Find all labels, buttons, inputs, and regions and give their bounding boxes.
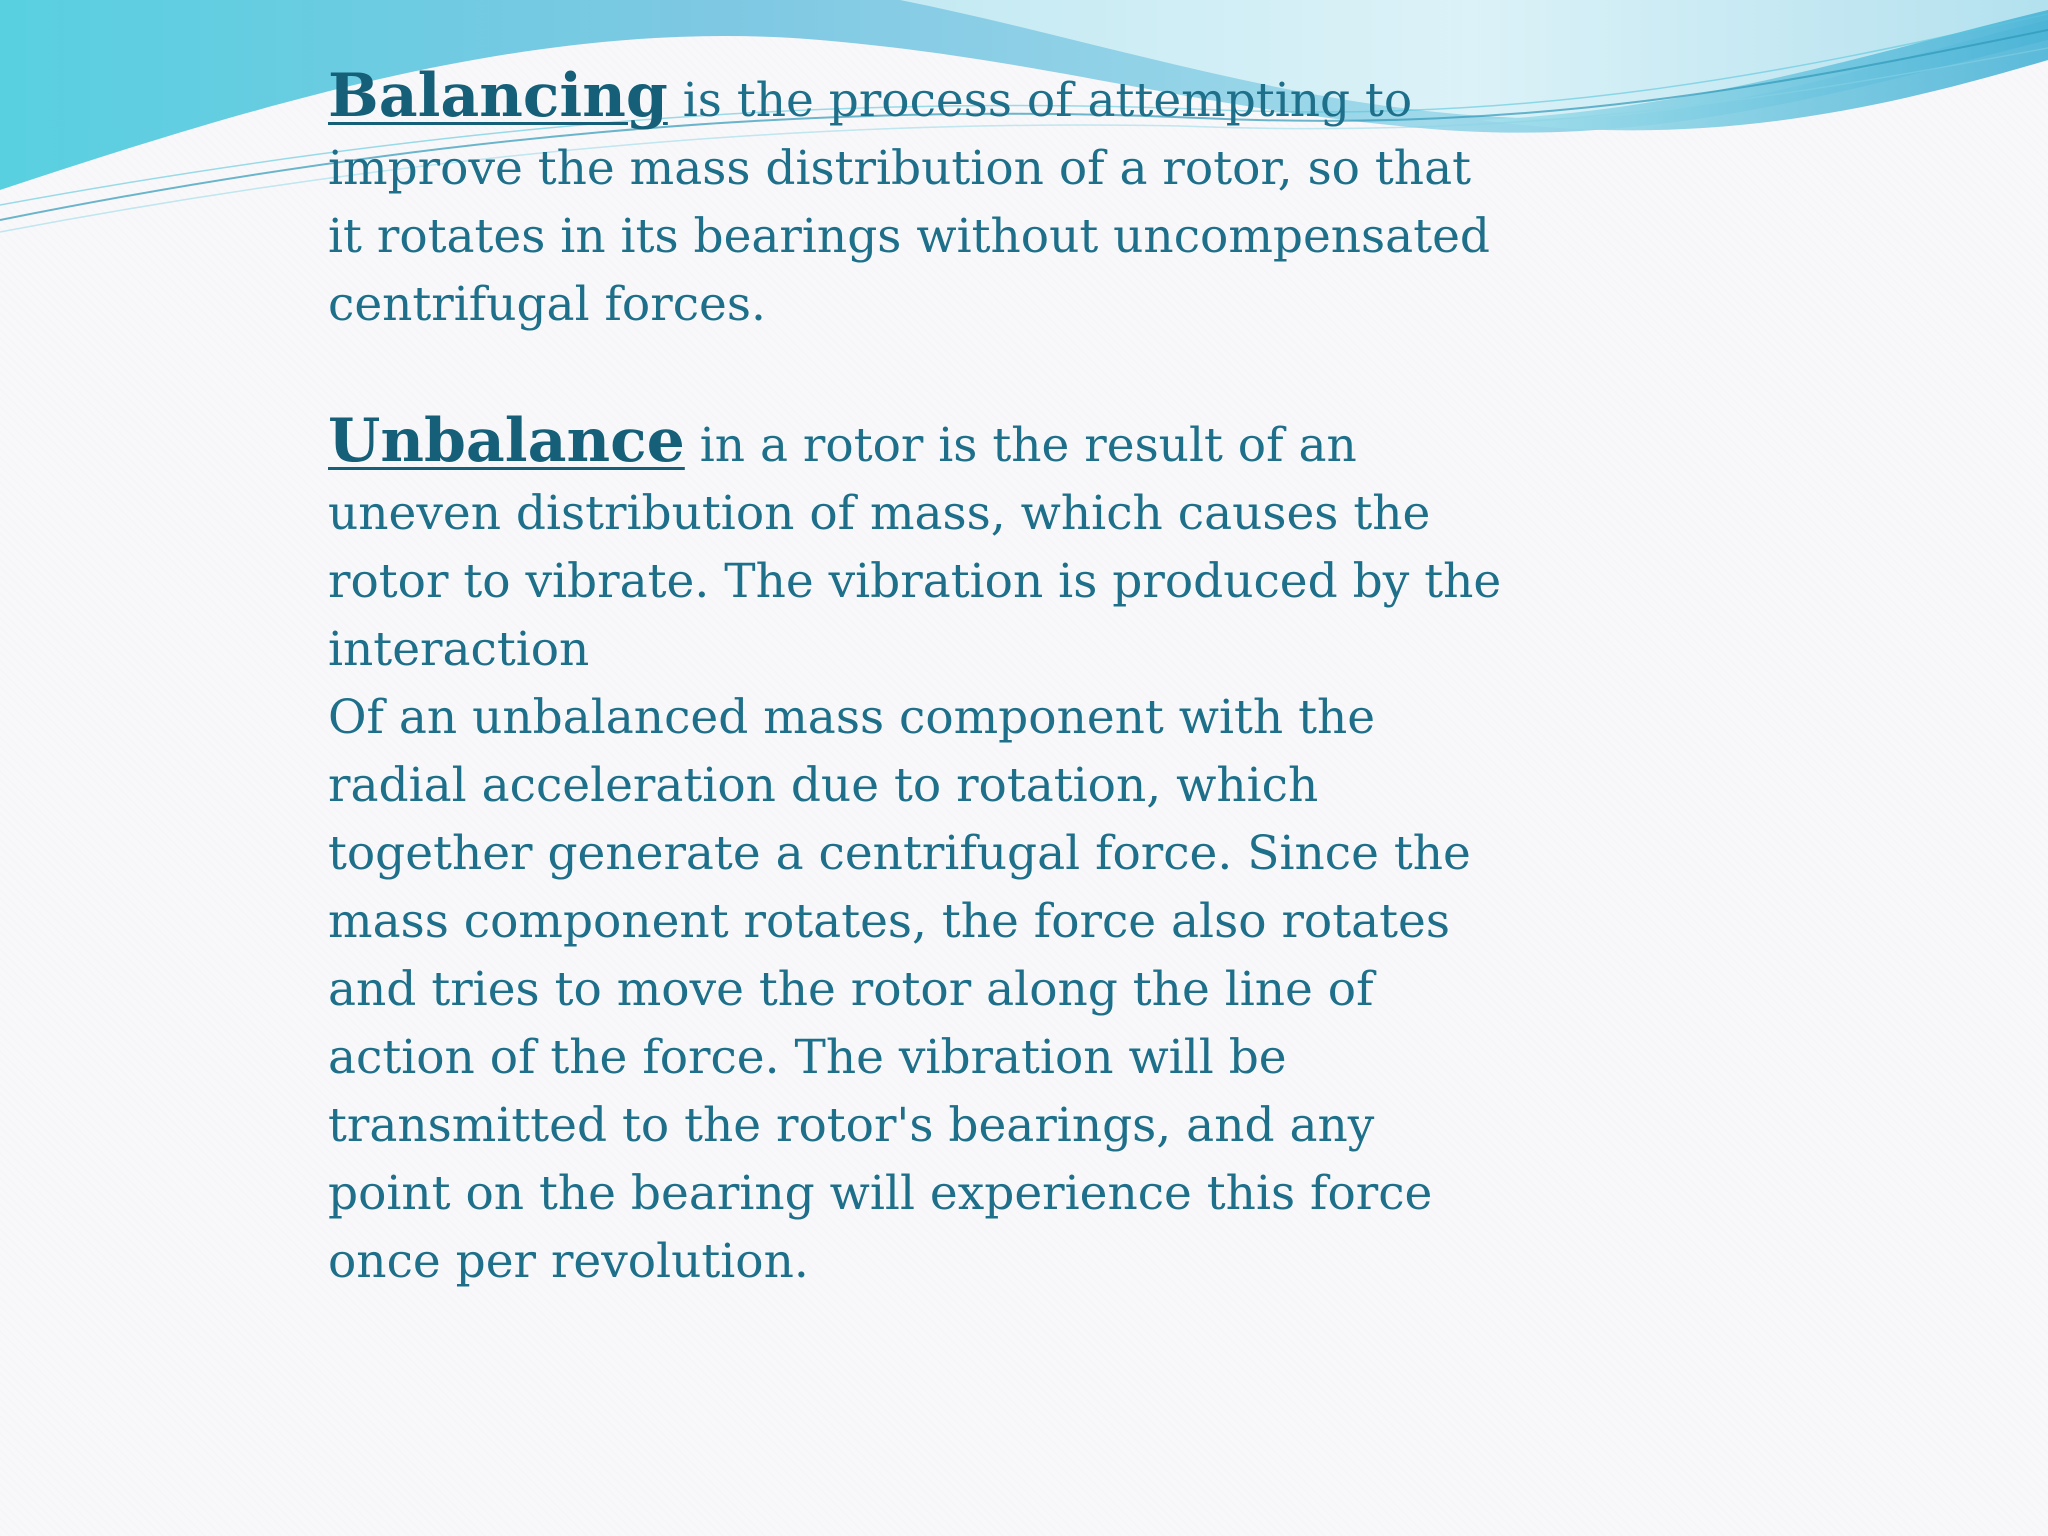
unbalance-line-12: point on the bearing will experience this force bbox=[328, 1166, 1433, 1221]
unbalance-paragraph bbox=[328, 407, 1548, 1296]
unbalance-line-5: Of an unbalanced mass component with the bbox=[328, 690, 1376, 745]
unbalance-line-13: once per revolution. bbox=[328, 1234, 809, 1289]
balancing-term: Balancing bbox=[328, 61, 668, 131]
unbalance-line-11: transmitted to the rotor's bearings, and any bbox=[328, 1098, 1375, 1153]
balancing-paragraph bbox=[328, 62, 1548, 339]
unbalance-line-9: and tries to move the rotor along the line of bbox=[328, 962, 1374, 1017]
balancing-line-2: improve the mass distribution of a rotor, so that bbox=[328, 141, 1471, 196]
balancing-line-4: centrifugal forces. bbox=[328, 277, 766, 332]
unbalance-line-6: radial acceleration due to rotation, which bbox=[328, 758, 1319, 813]
unbalance-line-2: uneven distribution of mass, which causes the bbox=[328, 486, 1431, 541]
unbalance-line-4: interaction bbox=[328, 622, 590, 677]
unbalance-term: Unbalance bbox=[328, 406, 685, 476]
unbalance-line-8: mass component rotates, the force also rotates bbox=[328, 894, 1450, 949]
balancing-line-3: it rotates in its bearings without uncompensated bbox=[328, 209, 1490, 264]
slide-body-text bbox=[328, 62, 1548, 1296]
unbalance-line-7: together generate a centrifugal force. Since the bbox=[328, 826, 1471, 881]
unbalance-line-1: Unbalance in a rotor is the result of an bbox=[328, 406, 1357, 476]
balancing-line-1: Balancing is the process of attempting to bbox=[328, 61, 1413, 131]
unbalance-line-3: rotor to vibrate. The vibration is produced by the bbox=[328, 554, 1502, 609]
unbalance-line-10: action of the force. The vibration will be bbox=[328, 1030, 1287, 1085]
